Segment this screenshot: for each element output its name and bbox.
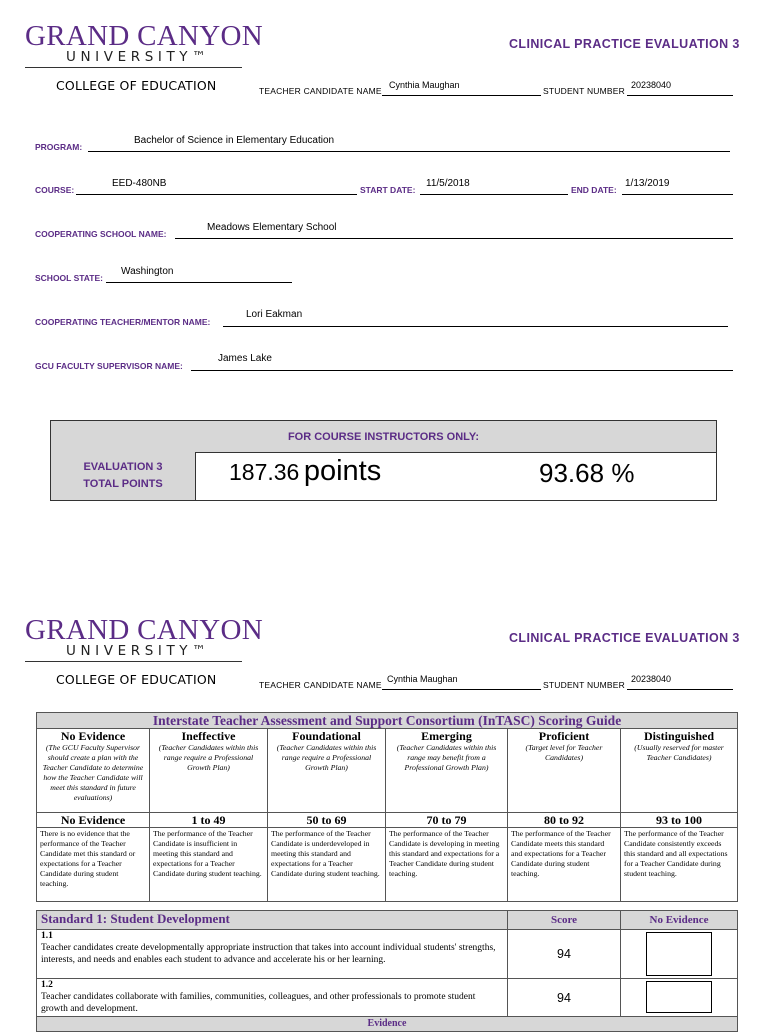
no-evidence-cell (621, 979, 738, 1017)
performance-cell: The performance of the Teacher Candidate is developing in meeting this standard and expectations for a Teacher Candidate during student teaching. (386, 828, 508, 902)
level-name: Emerging (421, 729, 472, 743)
percent-sign: % (611, 458, 635, 488)
level-description: (The GCU Faculty Supervisor should create a plan with the Teacher Candidate to determine how the Teacher Candidate will meet this standard in future evaluations) (42, 743, 144, 802)
level-name: No Evidence (60, 729, 126, 743)
college-name-2: COLLEGE OF EDUCATION (56, 672, 217, 687)
levels-row (37, 729, 738, 813)
college-name: COLLEGE OF EDUCATION (56, 78, 217, 93)
school-name-label: COOPERATING SCHOOL NAME: (35, 229, 167, 239)
percent-value: 93.68 (539, 458, 605, 488)
level-cell (508, 729, 621, 813)
ranges-row (37, 813, 738, 828)
points-value: 187.36 (229, 459, 300, 485)
item-text: Teacher candidates collaborate with families, communities, colleagues, and other professionals to promote student growth and development. (41, 992, 476, 1014)
level-cell (268, 729, 386, 813)
mentor-name-value[interactable]: Lori Eakman (246, 309, 303, 320)
candidate-name-underline-2 (382, 689, 541, 690)
end-date-value[interactable]: 1/13/2019 (625, 178, 670, 189)
supervisor-name-underline (191, 370, 733, 371)
school-state-value[interactable]: Washington (121, 266, 174, 277)
school-state-label: SCHOOL STATE: (35, 273, 103, 283)
standard-item (37, 979, 508, 1017)
mentor-name-underline (223, 326, 728, 327)
range-cell: No Evidence (37, 813, 150, 828)
course-underline (76, 194, 357, 195)
no-evidence-cell (621, 930, 738, 979)
end-date-underline (622, 194, 733, 195)
points-word: points (303, 455, 382, 487)
candidate-name-value-2[interactable]: Cynthia Maughan (387, 674, 458, 684)
level-name: Proficient (538, 729, 590, 743)
score-value[interactable]: 94 (508, 979, 621, 1017)
start-date-underline (420, 194, 568, 195)
candidate-name-label: TEACHER CANDIDATE NAME (259, 86, 382, 96)
standard-item (37, 930, 508, 979)
no-evidence-checkbox[interactable] (646, 932, 712, 976)
supervisor-name-label: GCU FACULTY SUPERVISOR NAME: (35, 361, 183, 371)
level-description: (Usually reserved for master Teacher Candidates) (634, 743, 724, 762)
total-points-label-text: EVALUATION 3 TOTAL POINTS (83, 461, 163, 490)
supervisor-name-value[interactable]: James Lake (218, 353, 272, 364)
start-date-label: START DATE: (360, 185, 416, 195)
standard-title: Standard 1: Student Development (37, 911, 508, 930)
no-evidence-checkbox[interactable] (646, 981, 712, 1013)
student-number-value-2[interactable]: 20238040 (631, 674, 672, 684)
logo-divider-2 (25, 661, 242, 662)
instructors-box (50, 420, 717, 501)
student-number-label: STUDENT NUMBER (543, 86, 625, 96)
scoring-guide-title: Interstate Teacher Assessment and Support Consortium (InTASC) Scoring Guide (37, 713, 738, 729)
evaluation-title: CLINICAL PRACTICE EVALUATION 3 (509, 37, 740, 51)
performance-cell: The performance of the Teacher Candidate is underdeveloped in meeting this standard and expectations for a Teacher Candidate during student teaching. (268, 828, 386, 902)
table-row (37, 979, 738, 1017)
logo-university: UNIVERSITY™ (66, 49, 211, 65)
points-display (229, 455, 381, 488)
range-cell: 50 to 69 (268, 813, 386, 828)
level-name: Foundational (292, 729, 361, 743)
percent-display (539, 458, 634, 489)
item-number: 1.2 (41, 980, 53, 990)
level-description: (Teacher Candidates within this range require a Professional Growth Plan) (158, 743, 259, 772)
start-date-value[interactable]: 11/5/2018 (426, 178, 470, 189)
range-cell: 70 to 79 (386, 813, 508, 828)
range-cell: 80 to 92 (508, 813, 621, 828)
level-cell (37, 729, 150, 813)
level-cell (621, 729, 738, 813)
item-text: Teacher candidates create developmentally appropriate instruction that takes into account individual students' strengths, interests, and needs and enables each student to advance and accelerate his or her learning. (41, 943, 496, 965)
performance-cell: The performance of the Teacher Candidate consistently exceeds this standard and all expectations for a Teacher Candidate during student teaching. (621, 828, 738, 902)
standard-1-table (36, 910, 738, 1032)
student-number-label-2: STUDENT NUMBER (543, 680, 625, 690)
school-name-value[interactable]: Meadows Elementary School (207, 222, 337, 233)
performance-cell: The performance of the Teacher Candidate meets this standard and expectations for a Teacher Candidate during student teaching. (508, 828, 621, 902)
course-value[interactable]: EED-480NB (112, 178, 167, 189)
student-number-underline-2 (627, 689, 733, 690)
score-header: Score (508, 911, 621, 930)
evaluation-title-2: CLINICAL PRACTICE EVALUATION 3 (509, 631, 740, 645)
candidate-name-underline (382, 95, 541, 96)
level-name: Distinguished (644, 729, 715, 743)
school-state-underline (106, 282, 292, 283)
program-label: PROGRAM: (35, 142, 83, 152)
table-row (37, 930, 738, 979)
item-number: 1.1 (41, 931, 53, 941)
student-number-value[interactable]: 20238040 (631, 80, 672, 90)
no-evidence-header: No Evidence (621, 911, 738, 930)
end-date-label: END DATE: (571, 185, 617, 195)
level-cell (386, 729, 508, 813)
school-name-underline (175, 238, 733, 239)
performance-cell: The performance of the Teacher Candidate is insufficient in meeting this standard and expectations for a Teacher Candidate during student teaching. (150, 828, 268, 902)
level-description: (Teacher Candidates within this range require a Professional Growth Plan) (276, 743, 377, 772)
total-points-label (51, 452, 196, 500)
logo-grand-canyon: GRAND CANYON (25, 20, 264, 52)
level-cell (150, 729, 268, 813)
program-underline (88, 151, 730, 152)
candidate-name-label-2: TEACHER CANDIDATE NAME (259, 680, 382, 690)
level-description: (Target level for Teacher Candidates) (525, 743, 603, 762)
range-cell: 93 to 100 (621, 813, 738, 828)
course-label: COURSE: (35, 185, 75, 195)
logo-grand-canyon-2: GRAND CANYON (25, 614, 264, 646)
performance-cell: There is no evidence that the performance of the Teacher Candidate met this standard or expectations for a Teacher Candidate during student teaching. (37, 828, 150, 902)
scoring-guide-table (36, 712, 738, 902)
student-number-underline (627, 95, 733, 96)
evidence-header: Evidence (37, 1017, 738, 1032)
logo-divider (25, 67, 242, 68)
score-value[interactable]: 94 (508, 930, 621, 979)
candidate-name-value[interactable]: Cynthia Maughan (389, 80, 460, 90)
instructors-heading: FOR COURSE INSTRUCTORS ONLY: (51, 421, 716, 453)
program-value[interactable]: Bachelor of Science in Elementary Education (134, 135, 335, 146)
level-description: (Teacher Candidates within this range may benefit from a Professional Growth Plan) (396, 743, 497, 772)
level-name: Ineffective (181, 729, 236, 743)
logo-university-2: UNIVERSITY™ (66, 643, 211, 659)
performance-row (37, 828, 738, 902)
mentor-name-label: COOPERATING TEACHER/MENTOR NAME: (35, 317, 211, 327)
range-cell: 1 to 49 (150, 813, 268, 828)
